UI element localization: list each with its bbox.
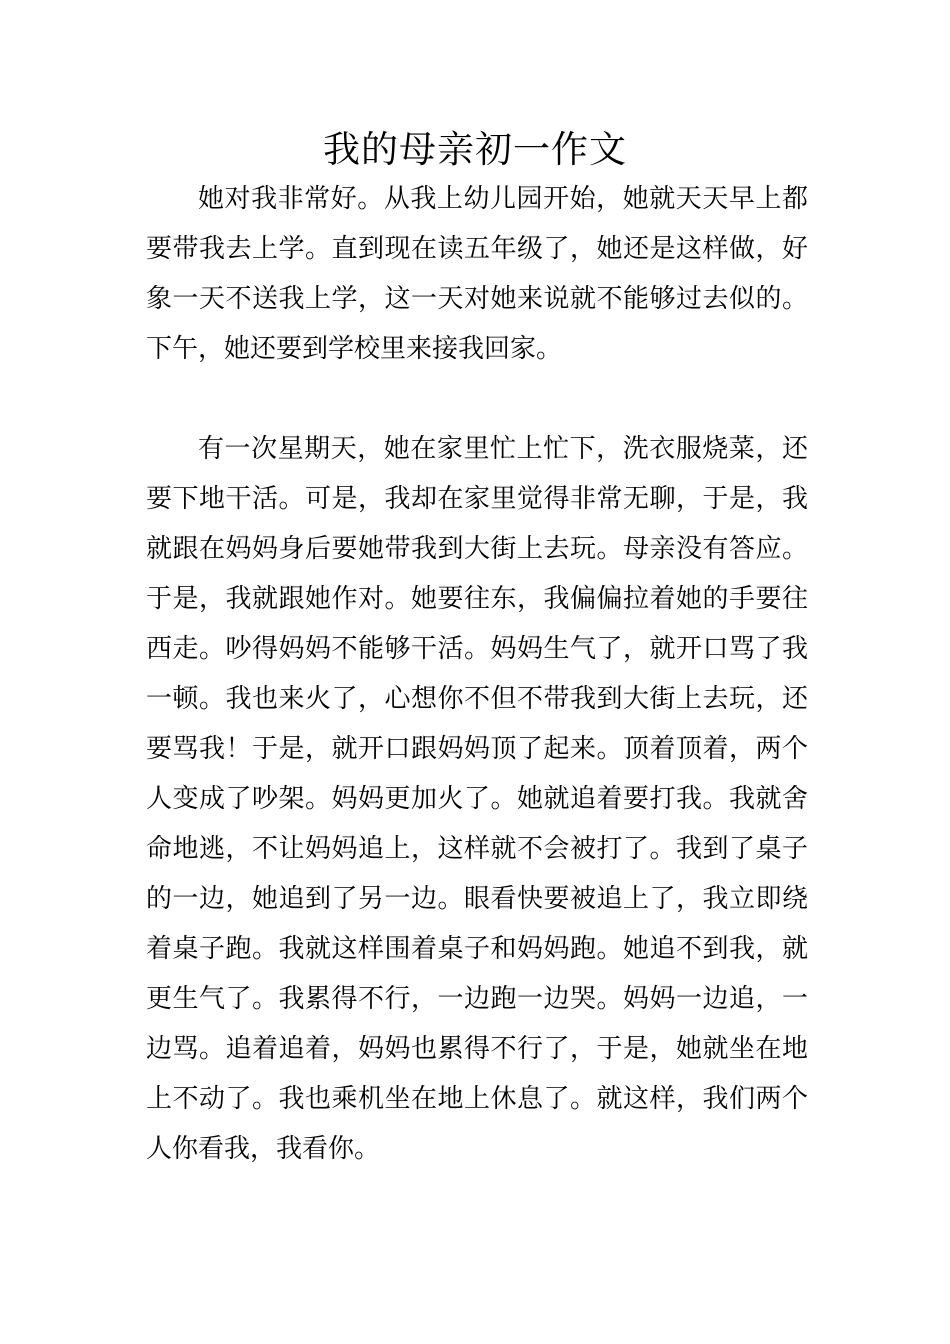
- paragraph-1: 她对我非常好。从我上幼儿园开始，她就天天早上都要带我去上学。直到现在读五年级了，她还是这样做，好象一天不送我上学，这一天对她来说就不能够过去似的。下午，她还要到学校里来接我回家。: [146, 184, 808, 364]
- document-title: 我的母亲初一作文: [323, 128, 627, 171]
- paragraph-2: 有一次星期天，她在家里忙上忙下，洗衣服烧菜，还要下地干活。可是，我却在家里觉得非常无聊，于是，我就跟在妈妈身后要她带我到大街上去玩。母亲没有答应。于是，我就跟她作对。她要往东，我偏偏拉着她的手要往西走。吵得妈妈不能够干活。妈妈生气了，就开口骂了我一顿。我也来火了，心想你不但不带我到大街上去玩，还要骂我！于是，就开口跟妈妈顶了起来。顶着顶着，两个人变成了吵架。妈妈更加火了。她就追着要打我。我就舍命地逃，不让妈妈追上，这样就不会被打了。我到了桌子的一边，她追到了另一边。眼看快要被追上了，我立即绕着桌子跑。我就这样围着桌子和妈妈跑。她追不到我，就更生气了。我累得不行，一边跑一边哭。妈妈一边追，一边骂。追着追着，妈妈也累得不行了，于是，她就坐在地上不动了。我也乘机坐在地上休息了。就这样，我们两个人你看我，我看你。: [146, 434, 808, 1164]
